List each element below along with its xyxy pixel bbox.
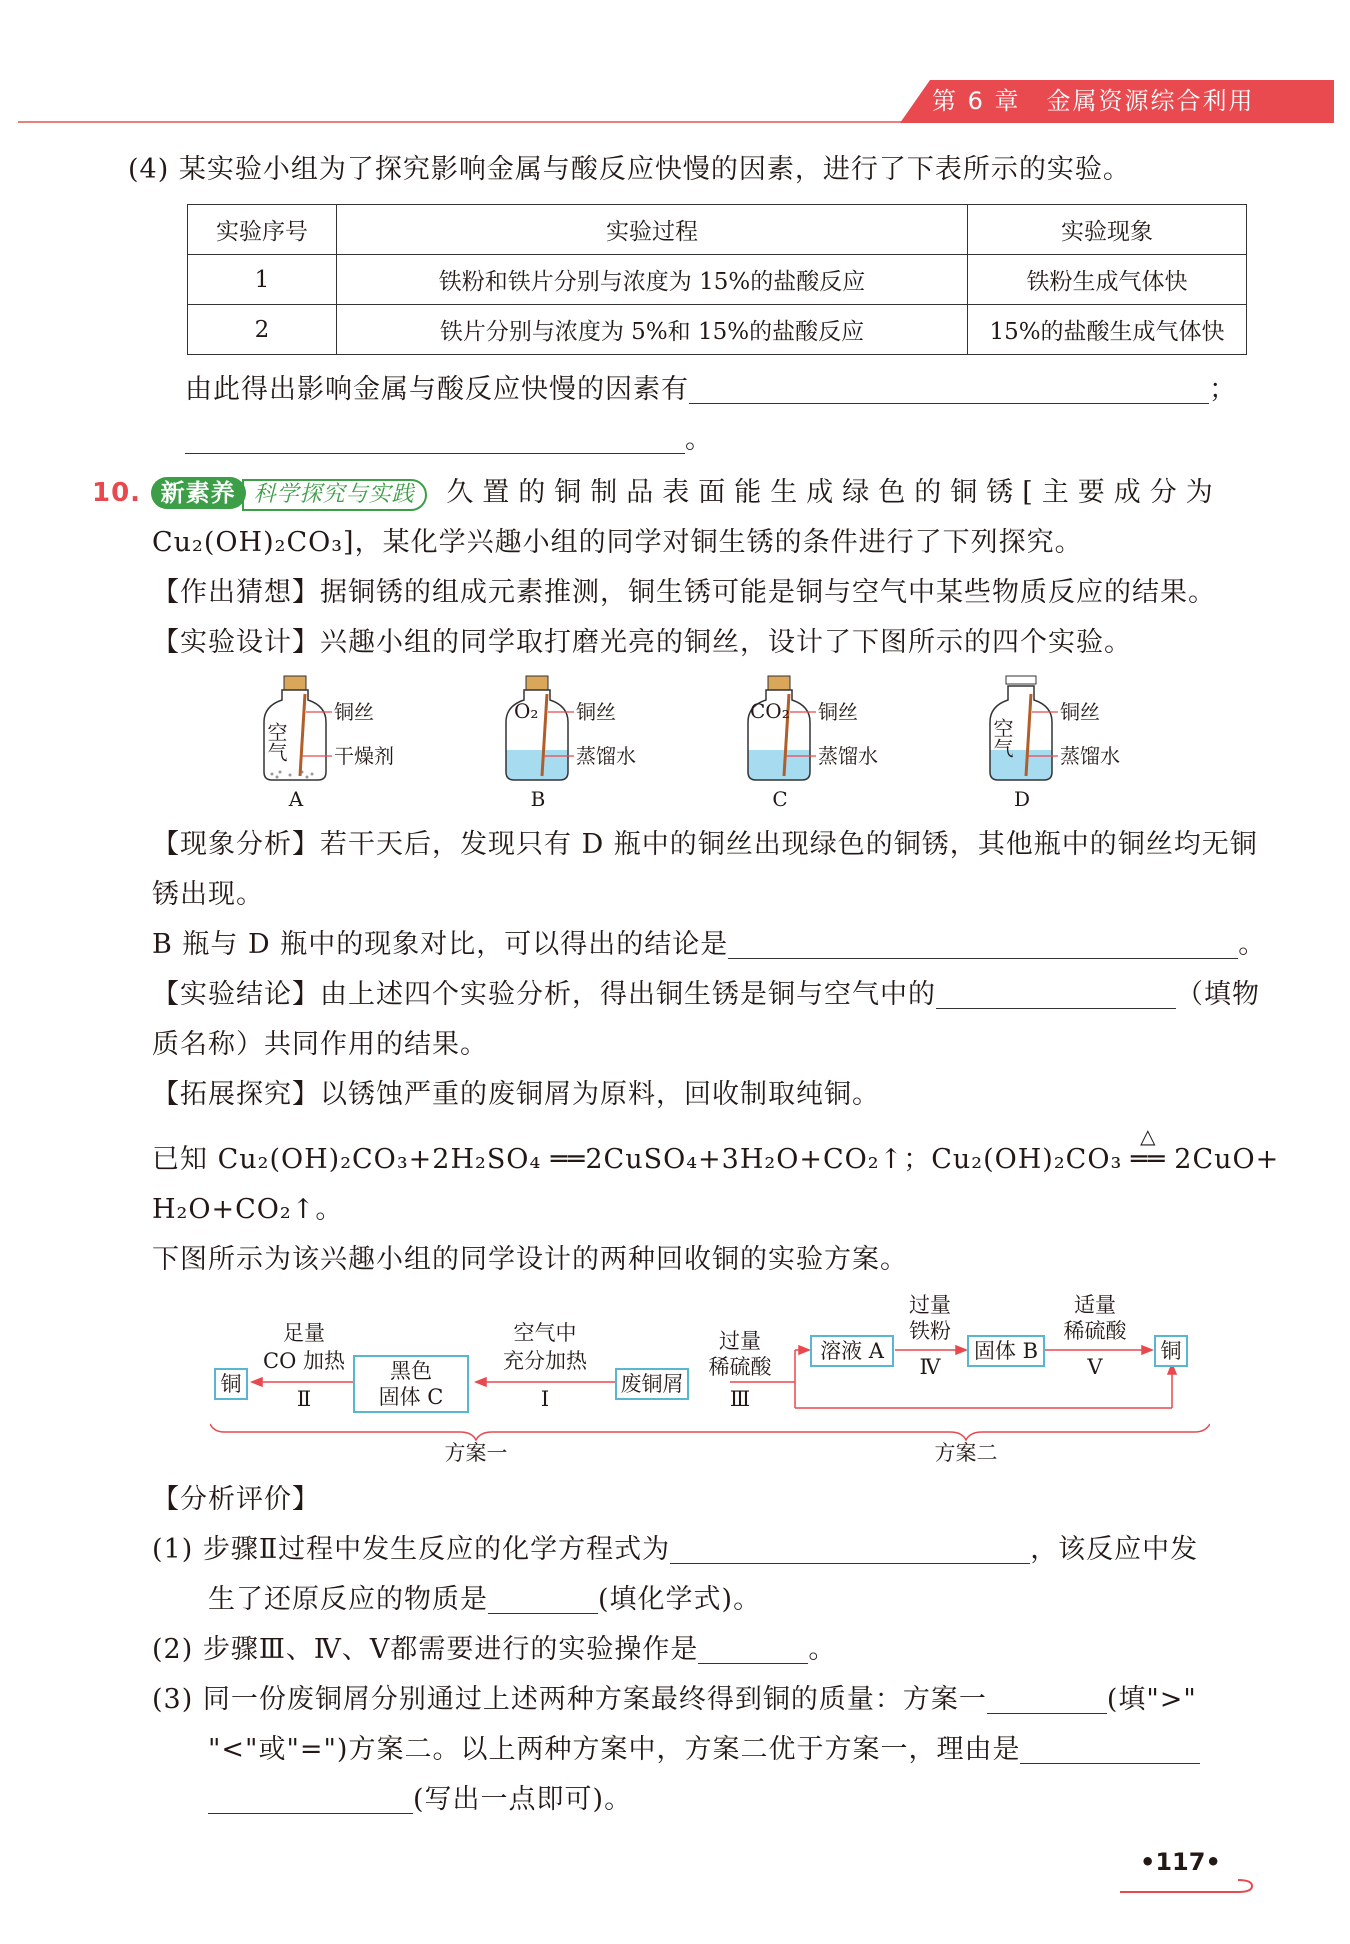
q10-intro-line2: Cu₂(OH)₂CO₃]，某化学兴趣小组的同学对铜生锈的条件进行了下列探究。 [152, 527, 1083, 558]
chapter-title: 第 6 章 金属资源综合利用 [932, 87, 1255, 115]
step4-mid: 铁粉 [909, 1319, 951, 1343]
step3-top: 过量 [719, 1329, 761, 1353]
bottle-wire-label: 铜丝 [1060, 700, 1100, 724]
step5-top: 适量 [1074, 1293, 1116, 1317]
scheme2-label: 方案二 [934, 1441, 998, 1465]
answer-blank[interactable] [689, 369, 1209, 404]
step2-mid: CO 加热 [263, 1349, 345, 1373]
e1-line2-text: 生了还原反应的物质是 [208, 1584, 488, 1615]
bottle-gas-label: 空气 [264, 722, 288, 762]
table-row [188, 305, 1247, 355]
bottle-bottom-label: 蒸馏水 [818, 744, 878, 768]
table-header: 实验过程 [337, 205, 968, 255]
copper-right-box: 铜 [1154, 1335, 1188, 1367]
bd-compare-text: B 瓶与 D 瓶中的现象对比，可以得出的结论是 [152, 929, 729, 960]
bd-compare [152, 920, 1266, 970]
e3-line2 [208, 1725, 1200, 1775]
step2-num: Ⅱ [296, 1387, 312, 1411]
bottle-wire-label: 铜丝 [334, 700, 374, 724]
answer-blank[interactable] [728, 924, 1238, 959]
bottle-bottom-label: 蒸馏水 [1060, 744, 1120, 768]
conclusion-fill: （填物 [1176, 979, 1260, 1010]
answer-blank[interactable] [698, 1629, 808, 1664]
scheme1-label: 方案一 [444, 1441, 508, 1465]
flow-diagram [210, 1290, 1210, 1470]
table-cell: 铁粉和铁片分别与浓度为 15%的盐酸反应 [337, 255, 968, 305]
step5-num: Ⅴ [1087, 1355, 1103, 1379]
badge-science-practice: 科学探究与实践 [242, 479, 427, 511]
bottle-c [748, 676, 878, 811]
scheme-intro: 下图所示为该兴趣小组的同学设计的两种回收铜的实验方案。 [152, 1244, 908, 1275]
table-row [188, 255, 1247, 305]
e1-line1 [152, 1525, 1198, 1575]
period: 。 [1238, 929, 1267, 960]
q10-header [92, 468, 1222, 518]
phenomenon-line1: 【现象分析】若干天后，发现只有 D 瓶中的铜丝出现绿色的铜锈，其他瓶中的铜丝均无铜 [152, 829, 1258, 860]
q4-prompt: (4) 某实验小组为了探究影响金属与酸反应快慢的因素，进行了下表所示的实验。 [128, 154, 1131, 185]
table-cell: 铁片分别与浓度为 5%和 15%的盐酸反应 [337, 305, 968, 355]
e2-text: (2) 步骤Ⅲ、Ⅳ、Ⅴ都需要进行的实验操作是 [152, 1634, 699, 1665]
semicolon: ； [1209, 374, 1237, 405]
copper-left-box: 铜 [214, 1368, 248, 1400]
e1-text: (1) 步骤Ⅱ过程中发生反应的化学方程式为 [152, 1534, 671, 1565]
bottle-bottom-label: 蒸馏水 [576, 744, 636, 768]
q4-conclusion-text: 由此得出影响金属与酸反应快慢的因素有 [185, 374, 689, 405]
bottle-gas-label: 空气 [990, 718, 1014, 758]
table-cell: 2 [188, 305, 337, 355]
q4-conclusion [185, 365, 1237, 415]
bottle-letter: B [530, 787, 546, 811]
waste-copper-box: 废铜屑 [615, 1368, 689, 1400]
phenomenon-line2: 锈出现。 [152, 879, 264, 910]
heat-equals-sign: △ ══ [1122, 1135, 1174, 1185]
e3-text: (3) 同一份废铜屑分别通过上述两种方案最终得到铜的质量：方案一 [152, 1684, 987, 1715]
answer-blank[interactable] [936, 974, 1176, 1009]
table-header: 实验现象 [968, 205, 1247, 255]
table-cell: 15%的盐酸生成气体快 [968, 305, 1247, 355]
known-equation-1-end: 2CuO+ [1174, 1144, 1280, 1175]
step5-mid: 稀硫酸 [1063, 1319, 1127, 1343]
table-header-row [188, 205, 1247, 255]
bottle-b [506, 676, 636, 811]
bottle-letter: A [288, 787, 304, 811]
step1-top: 空气中 [513, 1321, 577, 1345]
solid-b-box: 固体 B [967, 1335, 1045, 1367]
bottle-d [990, 676, 1120, 811]
answer-blank[interactable] [1020, 1729, 1200, 1764]
answer-blank[interactable] [185, 419, 685, 454]
e1-line2 [208, 1575, 761, 1625]
step4-top: 过量 [909, 1293, 951, 1317]
table-header: 实验序号 [188, 205, 337, 255]
answer-blank[interactable] [987, 1679, 1107, 1714]
conclusion-text: 【实验结论】由上述四个实验分析，得出铜生锈是铜与空气中的 [152, 979, 936, 1010]
bottle-wire-label: 铜丝 [576, 700, 616, 724]
conclusion-line2: 质名称）共同作用的结果。 [152, 1029, 488, 1060]
question-number: 10. [92, 478, 142, 508]
page-number-underline [1120, 1878, 1260, 1896]
conclusion-line1 [152, 970, 1260, 1020]
table-cell: 1 [188, 255, 337, 305]
step2-top: 足量 [283, 1321, 325, 1345]
evaluation-heading: 【分析评价】 [152, 1484, 320, 1515]
bottle-letter: C [772, 787, 788, 811]
known-line1 [152, 1124, 1280, 1185]
experiment-table [187, 204, 1247, 355]
answer-blank[interactable] [670, 1529, 1030, 1564]
extension: 【拓展探究】以锈蚀严重的废铜屑为原料，回收制取纯铜。 [152, 1079, 880, 1110]
e3-text-end: (填">" [1106, 1684, 1197, 1715]
hypothesis: 【作出猜想】据铜锈的组成元素推测，铜生锈可能是铜与空气中某些物质反应的结果。 [152, 577, 1216, 608]
design: 【实验设计】兴趣小组的同学取打磨光亮的铜丝，设计了下图所示的四个实验。 [152, 627, 1132, 658]
black-solid-box: 黑色 固体 C [353, 1355, 469, 1413]
period: 。 [808, 1634, 837, 1665]
badge-new-literacy: 新素养 [151, 477, 246, 509]
answer-blank[interactable] [208, 1779, 413, 1814]
bottle-letter: D [1013, 787, 1031, 811]
page-number: •117• [1140, 1848, 1221, 1876]
bottles-figure [250, 672, 1150, 822]
bottle-a [264, 676, 394, 811]
bottle-gas-label: CO₂ [750, 699, 790, 723]
known-equation-1: 已知 Cu₂(OH)₂CO₃+2H₂SO₄ ══2CuSO₄+3H₂O+CO₂↑；Cu₂(OH)₂CO₃ [152, 1144, 1123, 1175]
step1-num: Ⅰ [540, 1387, 550, 1411]
period: 。 [685, 424, 713, 455]
heat-symbol: △ [1140, 1124, 1157, 1148]
e3-line3-end: (写出一点即可)。 [413, 1784, 633, 1815]
step1-mid: 充分加热 [503, 1349, 587, 1373]
bottle-gas-label: O₂ [514, 699, 539, 723]
table-cell: 铁粉生成气体快 [968, 255, 1247, 305]
step3-num: Ⅲ [729, 1387, 751, 1411]
e1-text-end: ，该反应中发 [1030, 1534, 1199, 1565]
e2-line [152, 1625, 836, 1675]
answer-blank[interactable] [488, 1579, 598, 1614]
e1-line2-end: (填化学式)。 [598, 1584, 762, 1615]
step4-num: Ⅳ [919, 1355, 941, 1379]
e3-line1 [152, 1675, 1197, 1725]
bottle-bottom-label: 干燥剂 [334, 744, 394, 768]
known-line2: H₂O+CO₂↑。 [152, 1194, 344, 1225]
q10-intro-line1: 久置的铜制品表面能生成绿色的铜锈[主要成分为 [446, 477, 1222, 508]
q4-conclusion-line2 [185, 415, 713, 465]
e3-line3 [208, 1775, 632, 1825]
step3-mid: 稀硫酸 [708, 1355, 772, 1379]
solution-a-box: 溶液 A [810, 1335, 894, 1367]
e3-line2-text: "<"或"=")方案二。以上两种方案中，方案二优于方案一，理由是 [208, 1734, 1021, 1765]
bottle-wire-label: 铜丝 [818, 700, 858, 724]
